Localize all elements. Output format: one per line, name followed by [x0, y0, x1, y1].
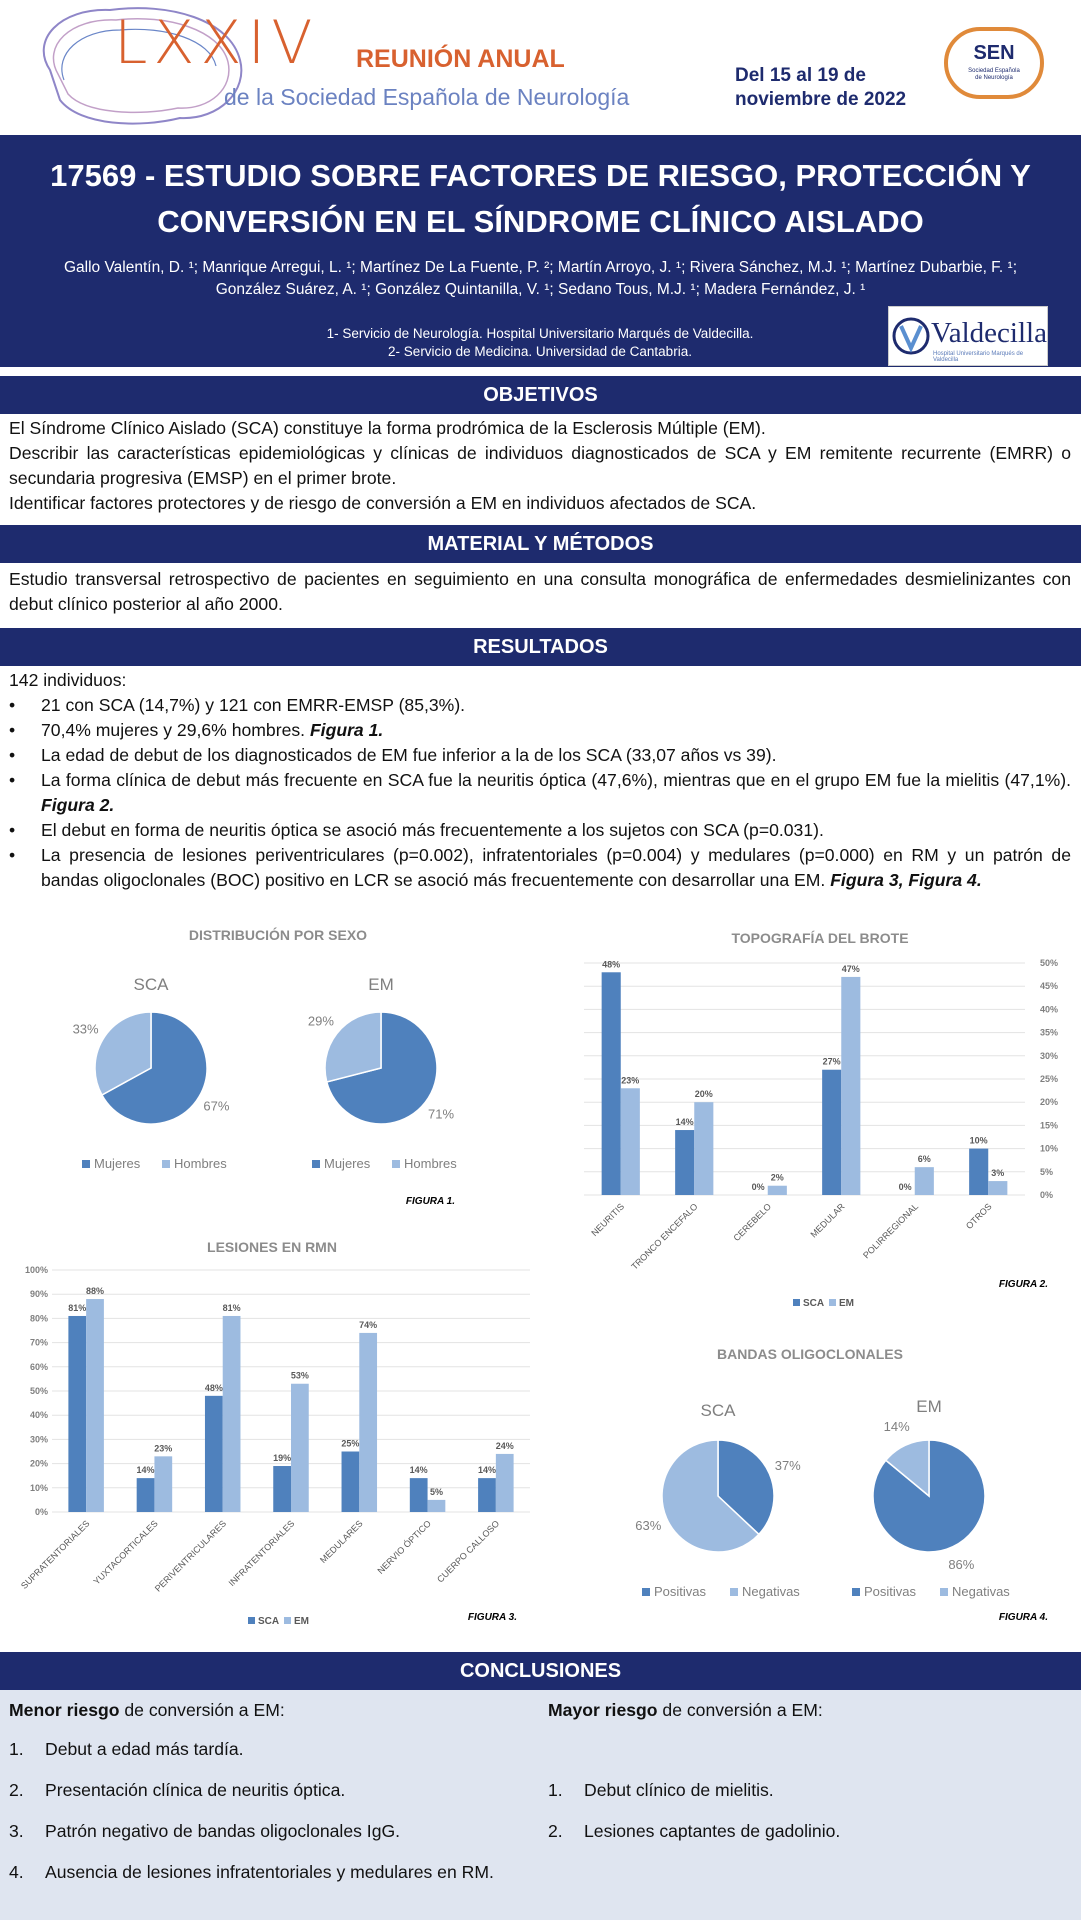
x-tick-label: NERVIO ÓPTICO [375, 1518, 433, 1576]
chart-title: LESIONES EN RMN [207, 1239, 337, 1255]
congress-number: LXXIV [114, 8, 319, 78]
legend-swatch [852, 1588, 860, 1596]
data-label: 14% [409, 1465, 428, 1476]
congress-society: de la Sociedad Española de Neurología [224, 84, 630, 110]
valdecilla-logo: Valdecilla Hospital Universitario Marqués de Valdecilla [888, 306, 1048, 366]
pie-title: EM [368, 975, 394, 994]
y-tick-label: 80% [29, 1313, 48, 1324]
x-tick-label: CUERPO CALLOSO [435, 1518, 502, 1585]
data-label: 48% [602, 959, 621, 970]
data-label: 67% [203, 1098, 230, 1114]
valdecilla-emblem-icon [892, 314, 930, 358]
figure-label: FIGURA 2. [998, 1279, 1048, 1290]
data-label: 20% [694, 1089, 713, 1100]
data-label: 24% [495, 1440, 514, 1451]
legend-swatch [284, 1617, 291, 1624]
list-item: 1. Debut clínico de mielitis. [548, 1780, 774, 1800]
bar [342, 1452, 360, 1513]
conclusiones-heading: CONCLUSIONES [0, 1652, 1081, 1690]
bar [86, 1299, 104, 1512]
bar [478, 1478, 496, 1512]
y-tick-label: 40% [29, 1410, 48, 1421]
data-label: 29% [307, 1013, 334, 1029]
resultados-intro: 142 individuos: [9, 670, 127, 690]
legend-swatch [730, 1588, 738, 1596]
data-label: 53% [290, 1370, 309, 1381]
y-tick-label: 5% [1040, 1166, 1054, 1177]
x-tick-label: MEDULAR [808, 1201, 847, 1240]
y-tick-label: 30% [1040, 1050, 1059, 1061]
list-item: 1. Debut a edad más tardía. [9, 1739, 244, 1759]
bar [602, 972, 621, 1195]
legend-label: Hombres [404, 1156, 457, 1171]
figure-label: FIGURA 3. [467, 1612, 517, 1623]
x-tick-label: POLIRREGIONAL [861, 1201, 921, 1261]
affiliations: 1- Servicio de Neurología. Hospital Universitario Marqués de Valdecilla. 2- Servicio de Medicina. Universidad de Cantabria. [326, 326, 754, 359]
bar [621, 1088, 640, 1195]
objetivos-text: El Síndrome Clínico Aislado (SCA) constituye la forma prodrómica de la Esclerosis Múltiple (EM). Describir las características epidemiológicas y clínicas de individuos diagnosticados de SCA y EM remitente recurrente (EMRR) o secundaria progresiva (EMSP) en el primer brote. Identificar factores protectores y de riesgo de conversión a EM en individuos afectados de SCA. [9, 418, 1071, 513]
data-label: 81% [222, 1302, 241, 1313]
x-tick-label: SUPRATENTORIALES [18, 1518, 92, 1591]
bar [68, 1316, 86, 1512]
poster-title: 17569 - ESTUDIO SOBRE FACTORES DE RIESGO, PROTECCIÓN Y CONVERSIÓN EN EL SÍNDROME CLÍNICO AISLADO [50, 158, 1031, 239]
data-label: 10% [969, 1135, 988, 1146]
data-label: 27% [822, 1056, 841, 1067]
pie-title: SCA [700, 1401, 736, 1420]
y-tick-label: 50% [29, 1386, 48, 1396]
y-tick-label: 10% [1040, 1143, 1059, 1154]
y-tick-label: 15% [1040, 1120, 1059, 1131]
results-figures [0, 910, 1081, 1650]
bar [969, 1149, 988, 1195]
bar [154, 1456, 172, 1512]
legend-swatch [392, 1160, 400, 1168]
bar [273, 1466, 291, 1512]
pie-title: SCA [133, 975, 169, 994]
list-item: 4. Ausencia de lesiones infratentoriales y medulares en RM. [9, 1862, 494, 1882]
y-tick-label: 20% [29, 1458, 48, 1469]
data-label: 14% [883, 1419, 910, 1435]
bar [988, 1181, 1007, 1195]
data-label: 71% [428, 1106, 455, 1122]
legend-label: Negativas [742, 1584, 800, 1599]
data-label: 37% [774, 1457, 801, 1473]
data-label: 6% [917, 1154, 931, 1165]
data-label: 23% [621, 1075, 640, 1086]
legend-swatch [82, 1160, 90, 1168]
data-label: 0% [751, 1182, 765, 1192]
y-tick-label: 45% [1040, 981, 1059, 992]
data-label: 2% [770, 1172, 784, 1183]
data-label: 47% [841, 963, 860, 974]
data-label: 63% [635, 1518, 662, 1534]
resultados-heading: RESULTADOS [0, 628, 1081, 666]
data-label: 19% [273, 1453, 292, 1464]
y-tick-label: 35% [1040, 1027, 1059, 1038]
legend-label: Hombres [174, 1156, 227, 1171]
figure-label: FIGURA 4. [998, 1612, 1048, 1623]
objetivos-heading: OBJETIVOS [0, 376, 1081, 414]
chart-title: BANDAS OLIGOCLONALES [717, 1346, 903, 1362]
bar [822, 1070, 841, 1195]
legend-label: EM [294, 1616, 309, 1627]
list-item: • La forma clínica de debut más frecuente en SCA fue la neuritis óptica (47,6%), mientras que en el grupo EM fue la mielitis (47,1%). Figura 2. [9, 768, 1071, 818]
metodos-text: Estudio transversal retrospectivo de pacientes en seguimiento en una consulta monográfica de enfermedades desmielinizantes con debut clínico posterior al año 2000. [9, 569, 1071, 614]
legend-label: Mujeres [94, 1156, 141, 1171]
y-tick-label: 100% [24, 1265, 48, 1275]
data-label: 14% [136, 1465, 155, 1476]
legend-label: EM [839, 1298, 854, 1309]
legend-swatch [793, 1299, 800, 1306]
y-tick-label: 90% [29, 1289, 48, 1300]
bar [496, 1454, 514, 1512]
data-label: 86% [948, 1556, 975, 1572]
legend-swatch [642, 1588, 650, 1596]
legend-label: SCA [803, 1298, 825, 1309]
resultados-list [9, 693, 1071, 893]
list-item: • La presencia de lesiones periventriculares (p=0.002), infratentoriales (p=0.004) y medulares (p=0.000) en RM y un patrón de bandas oligoclonales (BOC) positivo en LCR se asoció más frecuentemente con desarrollar una EM. Figura 3, Figura 4. [9, 843, 1071, 893]
bar [675, 1130, 694, 1195]
figure-label: FIGURA 1. [405, 1196, 455, 1207]
legend-label: Positivas [864, 1584, 917, 1599]
legend-swatch [312, 1160, 320, 1168]
menor-riesgo-column: Menor riesgo de conversión a EM: 1. Debut a edad más tardía. 2. Presentación clínica de neuritis óptica. 3. Patrón negativo de bandas oligoclonales IgG. 4. Ausencia de lesiones infratentoriales y medulares en RM. [9, 1698, 531, 1901]
sen-logo: SEN Sociedad Española de Neurología [944, 27, 1044, 99]
y-tick-label: 0% [1040, 1190, 1054, 1200]
list-item: • La edad de debut de los diagnosticados de EM fue inferior a la de los SCA (33,07 años vs 39). [9, 743, 1071, 768]
x-tick-label: CEREBELO [731, 1201, 774, 1244]
y-tick-label: 10% [29, 1482, 48, 1493]
x-tick-label: PERIVENTRICULARES [152, 1518, 229, 1594]
list-item: 3. Patrón negativo de bandas oligoclonales IgG. [9, 1821, 401, 1841]
chart-title: DISTRIBUCIÓN POR SEXO [188, 927, 368, 943]
bar [359, 1333, 377, 1512]
list-item: 2. Presentación clínica de neuritis óptica. [9, 1780, 346, 1800]
data-label: 5% [429, 1486, 443, 1497]
x-tick-label: INFRATENTORIALES [226, 1518, 297, 1589]
bar [410, 1478, 428, 1512]
metodos-heading: MATERIAL Y MÉTODOS [0, 525, 1081, 563]
x-tick-label: MEDULARES [318, 1518, 365, 1566]
y-tick-label: 0% [34, 1507, 48, 1517]
mayor-riesgo-column: Mayor riesgo de conversión a EM: 1. Debut clínico de mielitis. 2. Lesiones captantes de gadolinio. [548, 1698, 1068, 1860]
list-item: • El debut en forma de neuritis óptica se asoció más frecuentemente a los sujetos con SCA (p=0.031). [9, 818, 1071, 843]
bar [205, 1396, 223, 1512]
bar [915, 1167, 934, 1195]
y-tick-label: 50% [1040, 958, 1059, 968]
data-label: 25% [341, 1438, 360, 1449]
data-label: 88% [86, 1286, 105, 1297]
x-tick-label: NEURITIS [589, 1201, 627, 1239]
y-tick-label: 60% [29, 1361, 48, 1372]
data-label: 81% [68, 1302, 87, 1313]
legend-label: Mujeres [324, 1156, 371, 1171]
legend-swatch [162, 1160, 170, 1168]
list-item: • 21 con SCA (14,7%) y 121 con EMRR-EMSP (85,3%). [9, 693, 1071, 718]
legend-swatch [248, 1617, 255, 1624]
authors: Gallo Valentín, D. ¹; Manrique Arregui, L. ¹; Martínez De La Fuente, P. ²; Martín Arroyo, J. ¹; Rivera Sánchez, M.J. ¹; Martínez Dubarbie, F. ¹; González Suárez, A. ¹; González Quintanilla, V. ¹; Sedano Tous, M.J. ¹; Madera Fernández, J. ¹ [63, 259, 1018, 298]
data-label: 14% [675, 1117, 694, 1128]
bar [137, 1478, 155, 1512]
congress-dates: Del 15 al 19 de noviembre de 2022 [735, 65, 907, 110]
congress-title: REUNIÓN ANUAL [356, 45, 565, 73]
x-tick-label: OTROS [963, 1201, 994, 1232]
legend-label: Negativas [952, 1584, 1010, 1599]
chart-title: TOPOGRAFÍA DEL BROTE [731, 930, 909, 946]
bar [768, 1186, 787, 1195]
bar [223, 1316, 241, 1512]
x-tick-label: YUXTACORTICALES [91, 1518, 160, 1587]
legend-label: SCA [258, 1616, 280, 1627]
congress-banner [0, 0, 1081, 135]
legend-swatch [940, 1588, 948, 1596]
data-label: 0% [898, 1182, 912, 1192]
data-label: 33% [72, 1021, 99, 1037]
bar [291, 1384, 309, 1512]
bar [841, 977, 860, 1195]
data-label: 14% [477, 1465, 496, 1476]
x-tick-label: TRONCO ENCEFALO [629, 1201, 700, 1272]
y-tick-label: 30% [29, 1434, 48, 1445]
y-tick-label: 40% [1040, 1004, 1059, 1015]
list-item: • 70,4% mujeres y 29,6% hombres. Figura 1. [9, 718, 1071, 743]
pie-title: EM [916, 1397, 942, 1416]
list-item: 2. Lesiones captantes de gadolinio. [548, 1821, 841, 1841]
data-label: 48% [204, 1382, 223, 1393]
y-tick-label: 70% [29, 1337, 48, 1348]
data-label: 3% [991, 1168, 1005, 1179]
legend-label: Positivas [654, 1584, 707, 1599]
y-tick-label: 20% [1040, 1097, 1059, 1108]
data-label: 23% [154, 1443, 173, 1454]
bar [694, 1102, 713, 1195]
bar [428, 1500, 446, 1512]
y-tick-label: 25% [1040, 1074, 1059, 1084]
legend-swatch [829, 1299, 836, 1306]
data-label: 74% [359, 1319, 378, 1330]
